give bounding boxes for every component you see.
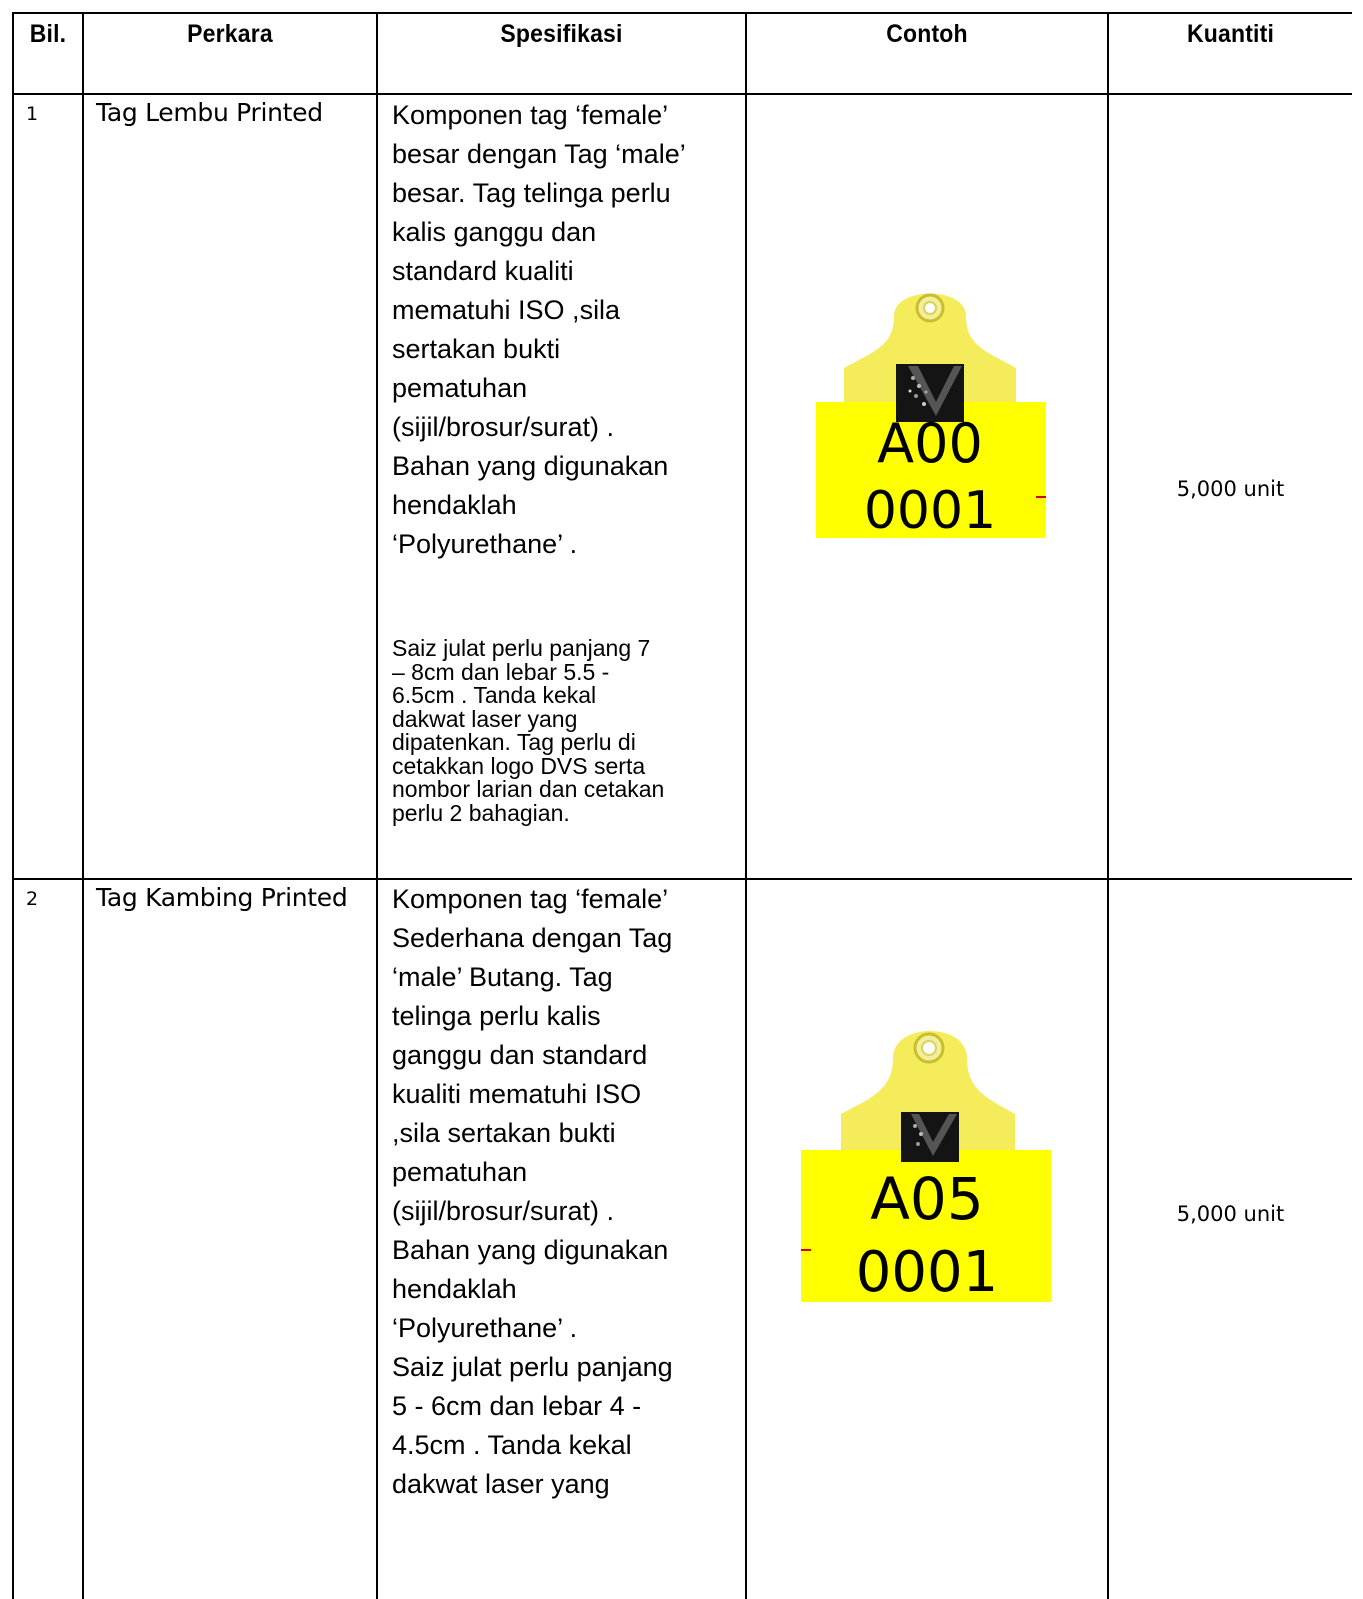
spec-text-line: Saiz julat perlu panjang (392, 1352, 673, 1382)
tag-code-line1: A00 (877, 412, 983, 475)
spec-text-line: (sijil/brosur/surat) . (392, 412, 615, 442)
spec-text-line: besar. Tag telinga perlu (392, 178, 671, 208)
spec-text-line: 4.5cm . Tanda kekal (392, 1430, 632, 1460)
spec-text-line: ‘Polyurethane’ . (392, 1313, 578, 1343)
spec-text-line: standard kualiti (392, 256, 574, 286)
spec-text-line: Komponen tag ‘female’ (392, 884, 669, 914)
row2-perkara: Tag Kambing Printed (96, 883, 348, 912)
spec-text-line: ‘male’ Butang. Tag (392, 962, 613, 992)
row1-bil: 1 (26, 103, 39, 125)
spec-detail-line: – 8cm dan lebar 5.5 - (392, 658, 610, 685)
spec-detail-line: perlu 2 bahagian. (392, 799, 570, 826)
tag-code-line2: 0001 (855, 1240, 999, 1304)
spec-text-line: Bahan yang digunakan (392, 451, 669, 481)
column-divider (745, 12, 747, 1599)
spec-text-line: ‘Polyurethane’ . (392, 529, 578, 559)
row1-spesifikasi (392, 96, 744, 564)
row2-kuantiti: 5,000 unit (1176, 1202, 1285, 1226)
column-divider (82, 12, 84, 1599)
tag-code-line1: A05 (870, 1165, 984, 1233)
spec-text-line: Bahan yang digunakan (392, 1235, 669, 1265)
spec-text-line: mematuhi ISO ,sila (392, 295, 621, 325)
spec-text-line: ,sila sertakan bukti (392, 1118, 616, 1148)
header-row-divider (12, 93, 1352, 95)
spec-text-line: dakwat laser yang (392, 1469, 610, 1499)
spec-detail-line: nombor larian dan cetakan (392, 776, 665, 802)
spec-text-line: telinga perlu kalis (392, 1001, 601, 1031)
header-perkara: Perkara (187, 20, 273, 48)
spec-text-line: hendaklah (392, 1274, 517, 1304)
header-bil: Bil. (29, 20, 67, 48)
column-divider (1107, 12, 1109, 1599)
row1-kuantiti: 5,000 unit (1176, 477, 1285, 501)
spec-text-line: ganggu dan standard (392, 1040, 648, 1070)
spec-text-line: besar dengan Tag ‘male’ (392, 139, 686, 169)
spec-text-line: (sijil/brosur/surat) . (392, 1196, 615, 1226)
row2-bil: 2 (26, 888, 39, 910)
header-kuantiti: Kuantiti (1186, 20, 1275, 48)
spec-detail-line: dakwat laser yang (392, 705, 578, 732)
spec-text-line: Komponen tag ‘female’ (392, 100, 669, 130)
spec-text-line: kalis ganggu dan (392, 217, 597, 247)
row2-spesifikasi (392, 880, 744, 1504)
ear-tag-image-goat (801, 1014, 1051, 1304)
ear-tag-image-cattle (816, 276, 1046, 538)
spec-detail-line: cetakkan logo DVS serta (392, 752, 646, 779)
spec-detail-line: Saiz julat perlu panjang 7 (392, 635, 651, 661)
spec-detail-line: 6.5cm . Tanda kekal (392, 682, 597, 708)
row1-perkara: Tag Lembu Printed (96, 98, 323, 127)
spec-text-line: 5 - 6cm dan lebar 4 - (392, 1391, 642, 1421)
header-contoh: Contoh (886, 20, 968, 48)
spec-detail-line: dipatenkan. Tag perlu di (392, 729, 636, 755)
header-spesifikasi: Spesifikasi (500, 20, 623, 48)
column-divider (376, 12, 378, 1599)
spec-text-line: kualiti mematuhi ISO (392, 1079, 642, 1109)
spec-text-line: sertakan bukti (392, 334, 561, 364)
spec-text-line: pematuhan (392, 1157, 528, 1187)
specification-table (12, 12, 1352, 1599)
table-border-top (12, 12, 1352, 14)
spec-text-line: pematuhan (392, 373, 528, 403)
tag-code-line2: 0001 (863, 481, 997, 538)
spec-text-line: hendaklah (392, 490, 517, 520)
row1-spesifikasi-details (392, 637, 744, 825)
table-border-left (12, 12, 14, 1599)
spec-text-line: Sederhana dengan Tag (392, 923, 673, 953)
